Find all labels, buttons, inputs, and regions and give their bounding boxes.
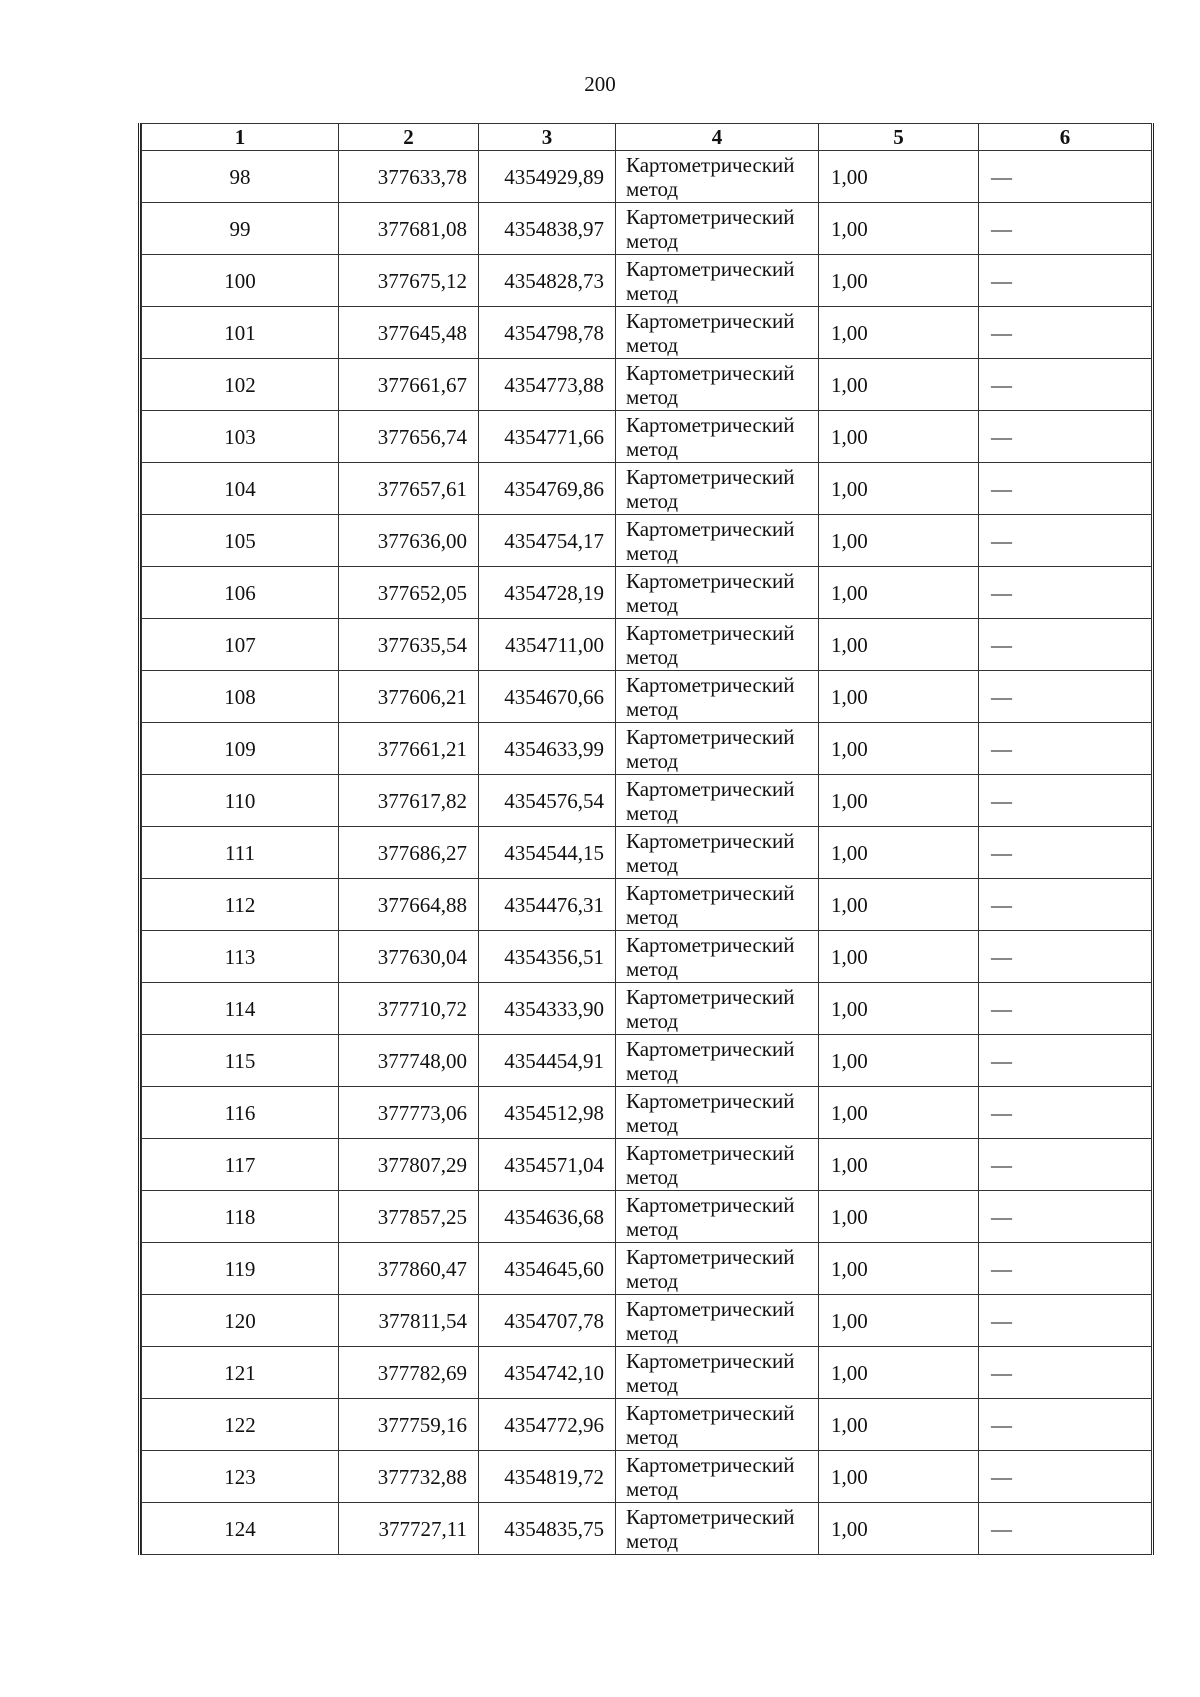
- notes-cell: —: [979, 151, 1152, 203]
- accuracy-cell: 1,00: [819, 1295, 979, 1347]
- accuracy-cell: 1,00: [819, 827, 979, 879]
- method-cell: [616, 619, 819, 671]
- notes-cell: —: [979, 1503, 1152, 1555]
- notes-cell: —: [979, 307, 1152, 359]
- coord-y-cell: 4354773,88: [479, 359, 616, 411]
- coord-x-cell: 377773,06: [339, 1087, 479, 1139]
- method-line-1: Картометрический: [626, 1088, 795, 1113]
- notes-cell: —: [979, 255, 1152, 307]
- coord-y-cell: 4354544,15: [479, 827, 616, 879]
- method-line-1: Картометрический: [626, 1192, 795, 1217]
- method-cell: [616, 1295, 819, 1347]
- accuracy-cell: 1,00: [819, 879, 979, 931]
- notes-cell: —: [979, 671, 1152, 723]
- header-col-3: 3: [479, 124, 616, 151]
- accuracy-cell: 1,00: [819, 567, 979, 619]
- method-line-2: метод: [626, 1476, 679, 1501]
- method-line-1: Картометрический: [626, 464, 795, 489]
- coord-x-cell: 377657,61: [339, 463, 479, 515]
- point-number-cell: 115: [142, 1035, 339, 1087]
- accuracy-cell: 1,00: [819, 723, 979, 775]
- method-line-1: Картометрический: [626, 880, 795, 905]
- method-cell: [616, 1139, 819, 1191]
- method-line-1: Картометрический: [626, 516, 795, 541]
- method-line-1: Картометрический: [626, 776, 795, 801]
- method-line-1: Картометрический: [626, 1504, 795, 1529]
- method-line-2: метод: [626, 1320, 679, 1345]
- coord-x-cell: 377748,00: [339, 1035, 479, 1087]
- coord-y-cell: 4354742,10: [479, 1347, 616, 1399]
- method-line-2: метод: [626, 1268, 679, 1293]
- accuracy-cell: 1,00: [819, 1503, 979, 1555]
- method-line-2: метод: [626, 332, 679, 357]
- method-cell: [616, 1451, 819, 1503]
- method-line-2: метод: [626, 1008, 679, 1033]
- method-line-2: метод: [626, 488, 679, 513]
- method-cell: [616, 1243, 819, 1295]
- coord-x-cell: 377656,74: [339, 411, 479, 463]
- method-cell: [616, 255, 819, 307]
- coord-x-cell: 377686,27: [339, 827, 479, 879]
- header-col-2: 2: [339, 124, 479, 151]
- method-line-1: Картометрический: [626, 672, 795, 697]
- method-line-2: метод: [626, 1424, 679, 1449]
- coord-y-cell: 4354571,04: [479, 1139, 616, 1191]
- table-row: [142, 1035, 1152, 1087]
- method-line-1: Картометрический: [626, 152, 795, 177]
- method-cell: [616, 1087, 819, 1139]
- notes-cell: —: [979, 1035, 1152, 1087]
- method-line-1: Картометрический: [626, 308, 795, 333]
- method-cell: [616, 983, 819, 1035]
- coord-y-cell: 4354512,98: [479, 1087, 616, 1139]
- method-cell: [616, 1399, 819, 1451]
- table-row: [142, 1503, 1152, 1555]
- header-col-1: 1: [142, 124, 339, 151]
- coord-y-cell: 4354711,00: [479, 619, 616, 671]
- point-number-cell: 123: [142, 1451, 339, 1503]
- point-number-cell: 119: [142, 1243, 339, 1295]
- table-row: [142, 255, 1152, 307]
- coord-x-cell: 377661,21: [339, 723, 479, 775]
- accuracy-cell: 1,00: [819, 463, 979, 515]
- point-number-cell: 105: [142, 515, 339, 567]
- notes-cell: —: [979, 931, 1152, 983]
- point-number-cell: 121: [142, 1347, 339, 1399]
- notes-cell: —: [979, 827, 1152, 879]
- accuracy-cell: 1,00: [819, 931, 979, 983]
- method-line-2: метод: [626, 696, 679, 721]
- coord-y-cell: 4354645,60: [479, 1243, 616, 1295]
- method-line-1: Картометрический: [626, 256, 795, 281]
- accuracy-cell: 1,00: [819, 1399, 979, 1451]
- table-row: [142, 671, 1152, 723]
- method-line-1: Картометрический: [626, 1244, 795, 1269]
- accuracy-cell: 1,00: [819, 1035, 979, 1087]
- page-number: 200: [584, 72, 616, 96]
- coord-y-cell: 4354670,66: [479, 671, 616, 723]
- method-line-2: метод: [626, 436, 679, 461]
- coord-x-cell: 377606,21: [339, 671, 479, 723]
- table-row: [142, 411, 1152, 463]
- point-number-cell: 113: [142, 931, 339, 983]
- table-row: [142, 619, 1152, 671]
- coord-x-cell: 377633,78: [339, 151, 479, 203]
- point-number-cell: 118: [142, 1191, 339, 1243]
- table-row: [142, 827, 1152, 879]
- notes-cell: —: [979, 1139, 1152, 1191]
- coord-y-cell: 4354636,68: [479, 1191, 616, 1243]
- accuracy-cell: 1,00: [819, 1347, 979, 1399]
- point-number-cell: 122: [142, 1399, 339, 1451]
- method-line-2: метод: [626, 644, 679, 669]
- coord-y-cell: 4354576,54: [479, 775, 616, 827]
- notes-cell: —: [979, 203, 1152, 255]
- point-number-cell: 98: [142, 151, 339, 203]
- table-row: [142, 1295, 1152, 1347]
- notes-cell: —: [979, 1087, 1152, 1139]
- coord-y-cell: 4354929,89: [479, 151, 616, 203]
- coord-y-cell: 4354728,19: [479, 567, 616, 619]
- method-line-1: Картометрический: [626, 1400, 795, 1425]
- coord-x-cell: 377681,08: [339, 203, 479, 255]
- point-number-cell: 116: [142, 1087, 339, 1139]
- notes-cell: —: [979, 411, 1152, 463]
- method-line-2: метод: [626, 748, 679, 773]
- point-number-cell: 100: [142, 255, 339, 307]
- notes-cell: —: [979, 775, 1152, 827]
- method-cell: [616, 671, 819, 723]
- notes-cell: —: [979, 1399, 1152, 1451]
- notes-cell: —: [979, 567, 1152, 619]
- method-line-2: метод: [626, 1060, 679, 1085]
- method-cell: [616, 1347, 819, 1399]
- coord-y-cell: 4354633,99: [479, 723, 616, 775]
- method-line-2: метод: [626, 956, 679, 981]
- coord-x-cell: 377661,67: [339, 359, 479, 411]
- coord-y-cell: 4354707,78: [479, 1295, 616, 1347]
- coord-x-cell: 377811,54: [339, 1295, 479, 1347]
- notes-cell: —: [979, 1295, 1152, 1347]
- accuracy-cell: 1,00: [819, 359, 979, 411]
- table-row: [142, 203, 1152, 255]
- table-row: [142, 723, 1152, 775]
- table-row: [142, 931, 1152, 983]
- coord-x-cell: 377617,82: [339, 775, 479, 827]
- method-line-2: метод: [626, 384, 679, 409]
- method-cell: [616, 827, 819, 879]
- accuracy-cell: 1,00: [819, 619, 979, 671]
- coord-x-cell: 377630,04: [339, 931, 479, 983]
- method-line-2: метод: [626, 1112, 679, 1137]
- notes-cell: —: [979, 1451, 1152, 1503]
- accuracy-cell: 1,00: [819, 515, 979, 567]
- method-line-1: Картометрический: [626, 568, 795, 593]
- method-cell: [616, 1035, 819, 1087]
- table-row: [142, 1139, 1152, 1191]
- notes-cell: —: [979, 1347, 1152, 1399]
- accuracy-cell: 1,00: [819, 1451, 979, 1503]
- point-number-cell: 124: [142, 1503, 339, 1555]
- method-cell: [616, 1191, 819, 1243]
- notes-cell: —: [979, 463, 1152, 515]
- coord-x-cell: 377727,11: [339, 1503, 479, 1555]
- notes-cell: —: [979, 359, 1152, 411]
- method-line-1: Картометрический: [626, 932, 795, 957]
- header-col-6: 6: [979, 124, 1152, 151]
- coord-x-cell: 377807,29: [339, 1139, 479, 1191]
- point-number-cell: 99: [142, 203, 339, 255]
- table-row: [142, 983, 1152, 1035]
- accuracy-cell: 1,00: [819, 1243, 979, 1295]
- method-cell: [616, 1503, 819, 1555]
- point-number-cell: 111: [142, 827, 339, 879]
- method-line-1: Картометрический: [626, 412, 795, 437]
- method-cell: [616, 723, 819, 775]
- method-line-2: метод: [626, 1164, 679, 1189]
- table-header-row: [142, 124, 1152, 151]
- header-col-4: 4: [616, 124, 819, 151]
- point-number-cell: 107: [142, 619, 339, 671]
- method-cell: [616, 307, 819, 359]
- table-row: [142, 1243, 1152, 1295]
- accuracy-cell: 1,00: [819, 411, 979, 463]
- point-number-cell: 112: [142, 879, 339, 931]
- point-number-cell: 109: [142, 723, 339, 775]
- table-row: [142, 515, 1152, 567]
- point-number-cell: 106: [142, 567, 339, 619]
- method-line-1: Картометрический: [626, 1348, 795, 1373]
- table-row: [142, 567, 1152, 619]
- table-row: [142, 1087, 1152, 1139]
- notes-cell: —: [979, 879, 1152, 931]
- coord-y-cell: 4354838,97: [479, 203, 616, 255]
- accuracy-cell: 1,00: [819, 671, 979, 723]
- method-cell: [616, 463, 819, 515]
- accuracy-cell: 1,00: [819, 1139, 979, 1191]
- method-cell: [616, 151, 819, 203]
- coord-y-cell: 4354754,17: [479, 515, 616, 567]
- table-row: [142, 307, 1152, 359]
- method-line-1: Картометрический: [626, 1296, 795, 1321]
- point-number-cell: 108: [142, 671, 339, 723]
- header-col-5: 5: [819, 124, 979, 151]
- notes-cell: —: [979, 1243, 1152, 1295]
- method-cell: [616, 879, 819, 931]
- accuracy-cell: 1,00: [819, 151, 979, 203]
- accuracy-cell: 1,00: [819, 1087, 979, 1139]
- point-number-cell: 102: [142, 359, 339, 411]
- method-line-2: метод: [626, 540, 679, 565]
- point-number-cell: 114: [142, 983, 339, 1035]
- method-line-2: метод: [626, 800, 679, 825]
- coord-y-cell: 4354476,31: [479, 879, 616, 931]
- accuracy-cell: 1,00: [819, 255, 979, 307]
- method-line-2: метод: [626, 904, 679, 929]
- method-line-1: Картометрический: [626, 1140, 795, 1165]
- method-line-2: метод: [626, 852, 679, 877]
- table-row: [142, 1451, 1152, 1503]
- notes-cell: —: [979, 723, 1152, 775]
- coord-x-cell: 377759,16: [339, 1399, 479, 1451]
- method-line-2: метод: [626, 228, 679, 253]
- method-line-2: метод: [626, 280, 679, 305]
- table-row: [142, 775, 1152, 827]
- table-row: [142, 1399, 1152, 1451]
- coord-x-cell: 377782,69: [339, 1347, 479, 1399]
- method-line-1: Картометрический: [626, 724, 795, 749]
- accuracy-cell: 1,00: [819, 203, 979, 255]
- method-cell: [616, 359, 819, 411]
- coord-x-cell: 377635,54: [339, 619, 479, 671]
- coord-y-cell: 4354356,51: [479, 931, 616, 983]
- coord-x-cell: 377675,12: [339, 255, 479, 307]
- table-row: [142, 151, 1152, 203]
- coord-y-cell: 4354772,96: [479, 1399, 616, 1451]
- notes-cell: —: [979, 983, 1152, 1035]
- accuracy-cell: 1,00: [819, 775, 979, 827]
- method-line-1: Картометрический: [626, 620, 795, 645]
- method-line-2: метод: [626, 592, 679, 617]
- accuracy-cell: 1,00: [819, 983, 979, 1035]
- method-line-1: Картометрический: [626, 984, 795, 1009]
- method-cell: [616, 775, 819, 827]
- table-body: [142, 151, 1152, 1555]
- point-number-cell: 104: [142, 463, 339, 515]
- coord-x-cell: 377710,72: [339, 983, 479, 1035]
- method-line-1: Картометрический: [626, 828, 795, 853]
- coord-y-cell: 4354454,91: [479, 1035, 616, 1087]
- coord-y-cell: 4354333,90: [479, 983, 616, 1035]
- point-number-cell: 120: [142, 1295, 339, 1347]
- accuracy-cell: 1,00: [819, 1191, 979, 1243]
- method-cell: [616, 515, 819, 567]
- table-row: [142, 463, 1152, 515]
- table-row: [142, 1347, 1152, 1399]
- coord-y-cell: 4354835,75: [479, 1503, 616, 1555]
- method-line-2: метод: [626, 1372, 679, 1397]
- coordinates-table: [141, 123, 1152, 1555]
- coord-x-cell: 377652,05: [339, 567, 479, 619]
- method-cell: [616, 567, 819, 619]
- accuracy-cell: 1,00: [819, 307, 979, 359]
- coord-x-cell: 377645,48: [339, 307, 479, 359]
- table-row: [142, 359, 1152, 411]
- point-number-cell: 110: [142, 775, 339, 827]
- method-line-1: Картометрический: [626, 1452, 795, 1477]
- method-cell: [616, 411, 819, 463]
- coord-x-cell: 377732,88: [339, 1451, 479, 1503]
- notes-cell: —: [979, 619, 1152, 671]
- notes-cell: —: [979, 1191, 1152, 1243]
- coord-y-cell: 4354771,66: [479, 411, 616, 463]
- coord-x-cell: 377636,00: [339, 515, 479, 567]
- method-cell: [616, 931, 819, 983]
- point-number-cell: 101: [142, 307, 339, 359]
- method-line-1: Картометрический: [626, 204, 795, 229]
- method-line-1: Картометрический: [626, 1036, 795, 1061]
- coord-x-cell: 377857,25: [339, 1191, 479, 1243]
- coordinates-table-frame: [138, 123, 1154, 1555]
- method-cell: [616, 203, 819, 255]
- method-line-2: метод: [626, 1528, 679, 1553]
- notes-cell: —: [979, 515, 1152, 567]
- coord-y-cell: 4354769,86: [479, 463, 616, 515]
- coord-y-cell: 4354828,73: [479, 255, 616, 307]
- coord-x-cell: 377664,88: [339, 879, 479, 931]
- table-row: [142, 1191, 1152, 1243]
- coord-x-cell: 377860,47: [339, 1243, 479, 1295]
- method-line-1: Картометрический: [626, 360, 795, 385]
- method-line-2: метод: [626, 176, 679, 201]
- coord-y-cell: 4354798,78: [479, 307, 616, 359]
- table-row: [142, 879, 1152, 931]
- coord-y-cell: 4354819,72: [479, 1451, 616, 1503]
- point-number-cell: 117: [142, 1139, 339, 1191]
- method-line-2: метод: [626, 1216, 679, 1241]
- point-number-cell: 103: [142, 411, 339, 463]
